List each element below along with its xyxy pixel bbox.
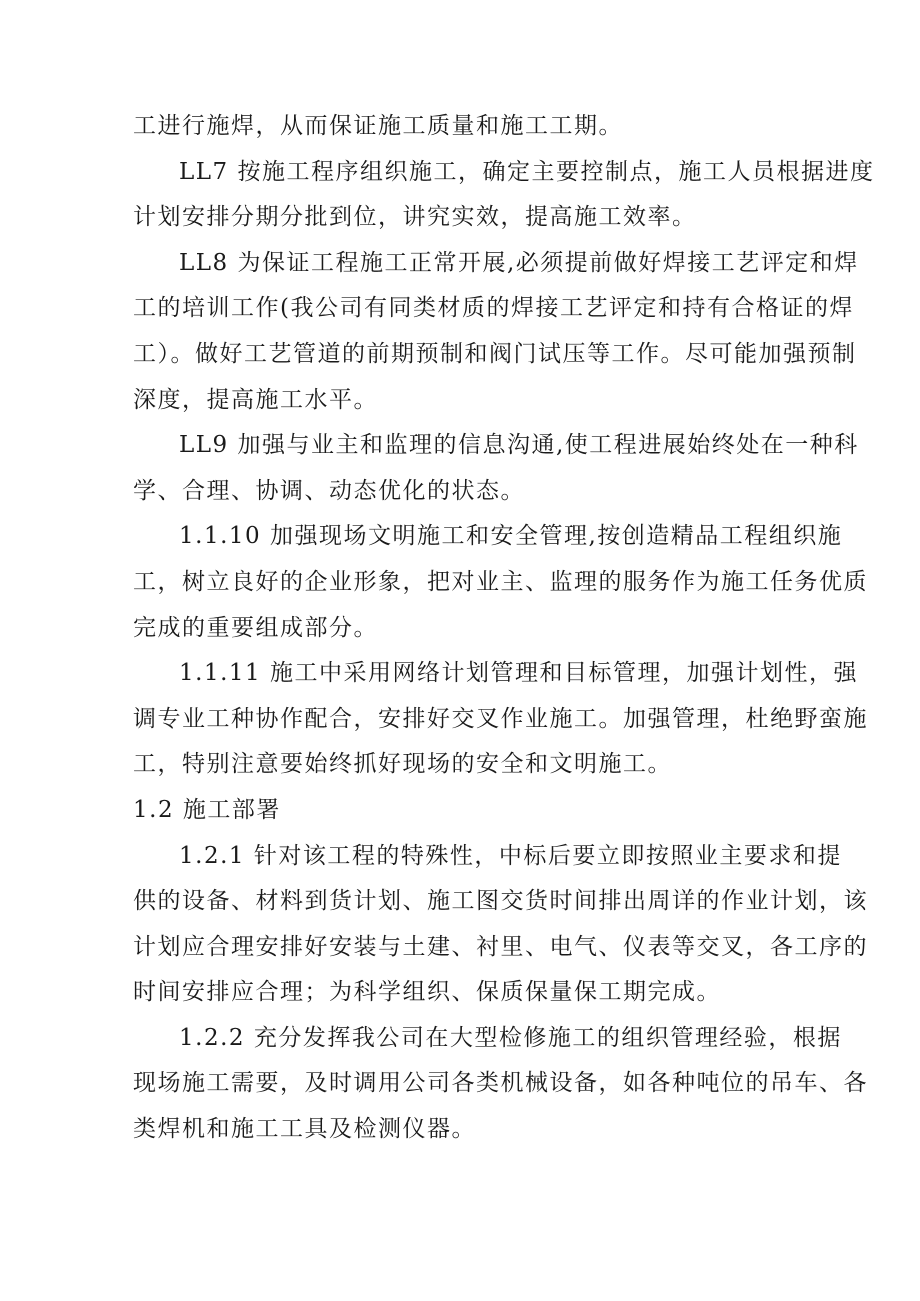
paragraph-1-1-11 [133, 651, 868, 788]
text-line: 深度，提高施工水平。 [133, 386, 378, 413]
paragraph-ll9 [133, 423, 859, 514]
text-line: 工，特别注意要始终抓好现场的安全和文明施工。 [133, 751, 672, 778]
section-heading-1-2 [133, 788, 813, 834]
paragraph-1-2-1 [133, 834, 868, 1016]
paragraph-1-1-10 [133, 514, 868, 651]
text-line: 供的设备、材料到货计划、施工图交货时间排出周详的作业计划，该 [133, 888, 868, 915]
text-line: 完成的重要组成部分。 [133, 614, 378, 641]
text-line: 工进行施焊，从而保证施工质量和施工工期。 [133, 113, 623, 139]
paragraph-1-2-2 [133, 1016, 868, 1153]
text-line: 现场施工需要，及时调用公司各类机械设备，如各种吨位的吊车、各 [133, 1070, 868, 1097]
text-line: 1.2.2 充分发挥我公司在大型检修施工的组织管理经验，根据 [179, 1024, 842, 1051]
text-line: 类焊机和施工工具及检测仪器。 [133, 1116, 476, 1143]
text-line: 计划应合理安排好安装与土建、衬里、电气、仪表等交叉，各工序的 [133, 933, 868, 960]
text-line: 工，树立良好的企业形象，把对业主、监理的服务作为施工任务优质 [133, 568, 868, 595]
text-line: LL9 加强与业主和监理的信息沟通,使工程进展始终处在一种科 [179, 432, 859, 459]
text-line: 1.1.11 施工中采用网络计划管理和目标管理，加强计划性，强 [179, 660, 858, 687]
text-line: 调专业工种协作配合，安排好交叉作业施工。加强管理，杜绝野蛮施 [133, 705, 868, 732]
document-page [133, 104, 875, 1153]
text-line: 工的培训工作(我公司有同类材质的焊接工艺评定和持有合格证的焊 [133, 295, 854, 322]
text-line: LL8 为保证工程施工正常开展,必须提前做好焊接工艺评定和焊 [179, 249, 859, 276]
text-line: 时间安排应合理；为科学组织、保质保量保工期完成。 [133, 979, 721, 1006]
text-line: 1.2.1 针对该工程的特殊性，中标后要立即按照业主要求和提 [179, 842, 842, 869]
paragraph-continuation [133, 104, 813, 150]
text-line: 1.1.10 加强现场文明施工和安全管理,按创造精品工程组织施 [179, 523, 843, 550]
heading-text: 1.2 施工部署 [133, 796, 281, 823]
paragraph-ll7 [133, 150, 875, 241]
text-line: 计划安排分期分批到位，讲究实效，提高施工效率。 [133, 204, 697, 231]
paragraph-ll8 [133, 241, 859, 423]
text-line: 工）。做好工艺管道的前期预制和阀门试压等工作。尽可能加强预制 [133, 340, 857, 367]
text-line: 学、合理、协调、动态优化的状态。 [133, 477, 525, 504]
text-line: LL7 按施工程序组织施工，确定主要控制点，施工人员根据进度 [179, 158, 875, 185]
